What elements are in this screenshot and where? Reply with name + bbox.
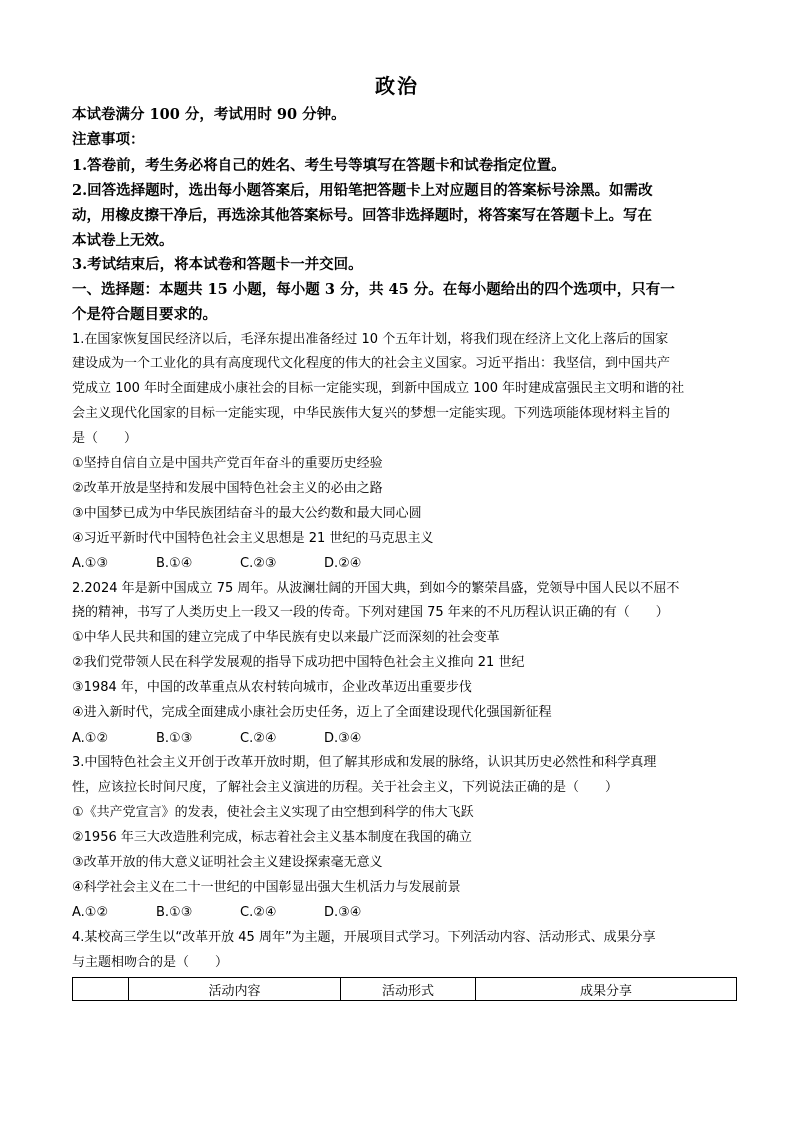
- q1-stem-line: 1.在国家恢复国民经济以后，毛泽东提出准备经过 10 个五年计划，将我们现在经济上文化上落后的国家: [72, 332, 669, 347]
- q1-item: ①坚持自信自立是中国共产党百年奋斗的重要历史经验: [72, 456, 383, 471]
- q3-stem-line: 性，应该拉长时间尺度，了解社会主义演进的历程。关于社会主义，下列说法正确的是（ ）: [72, 780, 619, 795]
- q1-options: [72, 555, 732, 573]
- q3-option-a[interactable]: A.①②: [72, 905, 109, 920]
- q1-option-a[interactable]: A.①③: [72, 556, 109, 571]
- section-heading-line-b: 个是符合题目要求的。: [72, 306, 217, 323]
- note-2-line-b: 动，用橡皮擦干净后，再选涂其他答案标号。回答非选择题时，将答案写在答题卡上。写在: [72, 207, 652, 224]
- q1-option-d[interactable]: D.②④: [324, 556, 362, 571]
- q3-option-d[interactable]: D.③④: [324, 905, 362, 920]
- table-header-cell: [73, 978, 129, 1001]
- intro-line: 本试卷满分 100 分，考试用时 90 分钟。: [72, 106, 346, 123]
- q3-item: ④科学社会主义在二十一世纪的中国彰显出强大生机活力与发展前景: [72, 880, 461, 895]
- q2-options: [72, 730, 732, 748]
- q2-option-a[interactable]: A.①②: [72, 731, 109, 746]
- q4-table: [72, 977, 737, 1001]
- q2-stem-line: 2.2024 年是新中国成立 75 周年。从波澜壮阔的开国大典，到如今的繁荣昌盛，党领导中国人民以不屈不: [72, 581, 680, 596]
- note-2-line-a: 2.回答选择题时，选出每小题答案后，用铅笔把答题卡上对应题目的答案标号涂黑。如需改: [72, 182, 653, 199]
- q2-item: ①中华人民共和国的建立完成了中华民族有史以来最广泛而深刻的社会变革: [72, 630, 500, 645]
- q3-item: ③改革开放的伟大意义证明社会主义建设探索毫无意义: [72, 855, 383, 870]
- q2-option-c[interactable]: C.②④: [240, 731, 277, 746]
- note-2-line-c: 本试卷上无效。: [72, 232, 174, 249]
- q3-option-c[interactable]: C.②④: [240, 905, 277, 920]
- notice-heading: 注意事项：: [72, 131, 145, 148]
- q2-stem-line: 挠的精神，书写了人类历史上一段又一段的传奇。下列对建国 75 年来的不凡历程认识正确的有（ ）: [72, 605, 669, 620]
- note-3: 3.考试结束后，将本试卷和答题卡一并交回。: [72, 256, 363, 273]
- q1-stem-line: 会主义现代化国家的目标一定能实现，中华民族伟大复兴的梦想一定能实现。下列选项能体现材料主旨的: [72, 406, 671, 421]
- q3-option-b[interactable]: B.①③: [156, 905, 193, 920]
- page-title: 政治: [375, 74, 419, 98]
- q2-item: ④进入新时代，完成全面建成小康社会历史任务，迈上了全面建设现代化强国新征程: [72, 705, 552, 720]
- table-header-cell: 活动内容: [129, 978, 341, 1001]
- q4-stem-line: 4.某校高三学生以“改革开放 45 周年”为主题，开展项目式学习。下列活动内容、活动形式、成果分享: [72, 930, 656, 945]
- q1-item: ②改革开放是坚持和发展中国特色社会主义的必由之路: [72, 481, 383, 496]
- q1-option-b[interactable]: B.①④: [156, 556, 193, 571]
- q1-option-c[interactable]: C.②③: [240, 556, 277, 571]
- q3-item: ①《共产党宣言》的发表，使社会主义实现了由空想到科学的伟大飞跃: [72, 805, 474, 820]
- q3-options: [72, 904, 732, 922]
- q2-item: ②我们党带领人民在科学发展观的指导下成功把中国特色社会主义推向 21 世纪: [72, 655, 525, 670]
- q1-item: ④习近平新时代中国特色社会主义思想是 21 世纪的马克思主义: [72, 531, 434, 546]
- q2-item: ③1984 年，中国的改革重点从农村转向城市，企业改革迈出重要步伐: [72, 680, 472, 695]
- q4-stem-line: 与主题相吻合的是（ ）: [72, 955, 229, 970]
- table-header-cell: 成果分享: [476, 978, 737, 1001]
- q1-stem-line: 建设成为一个工业化的具有高度现代文化程度的伟大的社会主义国家。习近平指出：我坚信，到中国共产: [72, 356, 671, 371]
- q1-stem-line: 党成立 100 年时全面建成小康社会的目标一定能实现，到新中国成立 100 年时建成富强民主文明和谐的社: [72, 381, 685, 396]
- q1-stem-line: 是（ ）: [72, 431, 138, 446]
- table-header-row: [73, 978, 737, 1001]
- q2-option-b[interactable]: B.①③: [156, 731, 193, 746]
- q2-option-d[interactable]: D.③④: [324, 731, 362, 746]
- q3-stem-line: 3.中国特色社会主义开创于改革开放时期，但了解其形成和发展的脉络，认识其历史必然性和科学真理: [72, 755, 657, 770]
- section-heading-line-a: 一、选择题：本题共 15 小题，每小题 3 分，共 45 分。在每小题给出的四个选项中，只有一: [72, 281, 675, 298]
- q1-item: ③中国梦已成为中华民族团结奋斗的最大公约数和最大同心圆: [72, 506, 422, 521]
- note-1: 1.答卷前，考生务必将自己的姓名、考生号等填写在答题卡和试卷指定位置。: [72, 157, 566, 174]
- q3-item: ②1956 年三大改造胜利完成，标志着社会主义基本制度在我国的确立: [72, 830, 472, 845]
- table-header-cell: 活动形式: [341, 978, 476, 1001]
